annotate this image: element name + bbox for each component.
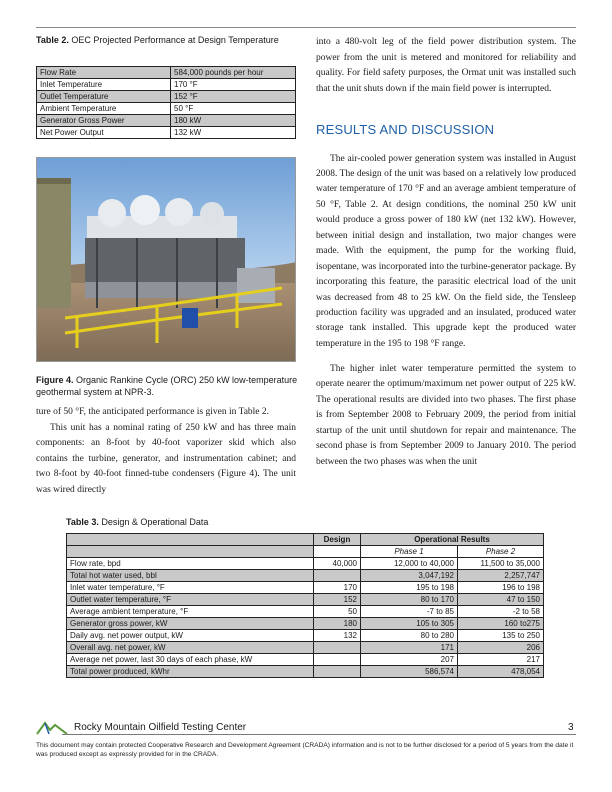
table-row: Daily avg. net power output, kW 132 80 to 280 135 to 250 — [67, 630, 544, 642]
figure4-caption: Figure 4. Organic Rankine Cycle (ORC) 250 kW low-temperature geothermal system at NPR-3. — [36, 375, 298, 397]
rmotc-logo-icon — [36, 719, 68, 735]
table-row: Total hot water used, bbl 3,047,192 2,257,747 — [67, 570, 544, 582]
paragraph: into a 480-volt leg of the field power distribution system. The power from the unit is metered and monitored for reliability and quality. For field safety purposes, the Ormat unit was installed such that the unit shuts down if the main field power is interrupted. — [316, 37, 576, 94]
table-row: Outlet Temperature 152 °F — [37, 91, 296, 103]
section-heading: RESULTS AND DISCUSSION — [316, 122, 495, 137]
table-row: Inlet water temperature, °F 170 195 to 198 196 to 198 — [67, 582, 544, 594]
orc-system-photo — [36, 157, 296, 362]
table-header-row: Design Operational Results — [67, 534, 544, 546]
footer-org-name: Rocky Mountain Oilfield Testing Center — [74, 722, 247, 733]
table-row: Ambient Temperature 50 °F — [37, 103, 296, 115]
footer-rule — [62, 734, 576, 735]
table-row: Generator gross power, kW 180 105 to 305 160 to275 — [67, 618, 544, 630]
crada-disclaimer: This document may contain protected Cooperative Research and Development Agreement (CRADA) information and is not to be further disclosed for a period of 5 years from the date it was produced except as expressly provided for in the CRADA. — [36, 742, 574, 758]
table-row: Total power produced, kWhr 586,574 478,054 — [67, 666, 544, 678]
table-subheader-row: Phase 1 Phase 2 — [67, 546, 544, 558]
table-row: Average ambient temperature, °F 50 -7 to 85 -2 to 58 — [67, 606, 544, 618]
table-row: Flow rate, bpd 40,000 12,000 to 40,000 11,500 to 35,000 — [67, 558, 544, 570]
table-row: Inlet Temperature 170 °F — [37, 79, 296, 91]
paragraph: The air-cooled power generation system was installed in August 2008. The design of the unit was based on a relatively low produced water temperature of 170 °F and an average ambient temperature of 50 °F, Table 2. At design conditions, the nominal 250 kW unit would produce a gross power of 180 kW (net 132 kW). However, between initial design and installation, two major changes were made. With the equipment, the pump for the working fluid, isopentane, was incorporated into the turbine-generator package. By incorporating this feature, the parasitic electrical load of the unit was decreased from 48 to 25 kW. On the field side, the Tensleep production facility was upgraded and an insulated, produced water storage tank installed. This upgrade kept the produced water temperature in the 195 to 198 °F range. — [316, 153, 576, 349]
page-number: 3 — [568, 722, 574, 733]
right-column-text — [316, 35, 576, 97]
table3-caption: Table 3. Design & Operational Data — [66, 517, 209, 527]
paragraph: ture of 50 °F, the anticipated performance is given in Table 2. — [36, 407, 270, 417]
left-column-text — [36, 405, 296, 499]
table-row: Generator Gross Power 180 kW — [37, 115, 296, 127]
table2 — [36, 66, 296, 139]
paragraph: This unit has a nominal rating of 250 kW and has three main components: an 8-foot by 40-foot vaporizer skid which also contains the turbine, generator, and instrumentation cabinet; and two 8-foot by 40-foot finned-tube condensers (Figure 4). The unit was wired directly — [36, 422, 296, 495]
table-row: Overall avg. net power, kW 171 206 — [67, 642, 544, 654]
paragraph: The higher inlet water temperature permitted the system to operate nearer the optimum/maximum net power output of 225 kW. The operational results are divided into two phases. The first phase is from September 2008 to February 2009, the period from initial startup of the unit until shutdown for repair and maintenance. The second phase is from September 2009 to January 2010. The period between the two phases was when the unit — [316, 363, 576, 467]
table3 — [66, 533, 544, 678]
table-row: Flow Rate 584,000 pounds per hour — [37, 67, 296, 79]
results-text — [316, 142, 576, 480]
table-row: Outlet water temperature, °F 152 80 to 170 47 to 150 — [67, 594, 544, 606]
table-row: Average net power, last 30 days of each phase, kW 207 217 — [67, 654, 544, 666]
table-row: Net Power Output 132 kW — [37, 127, 296, 139]
header-rule — [36, 27, 576, 28]
table2-caption: Table 2. OEC Projected Performance at Design Temperature — [36, 35, 279, 45]
